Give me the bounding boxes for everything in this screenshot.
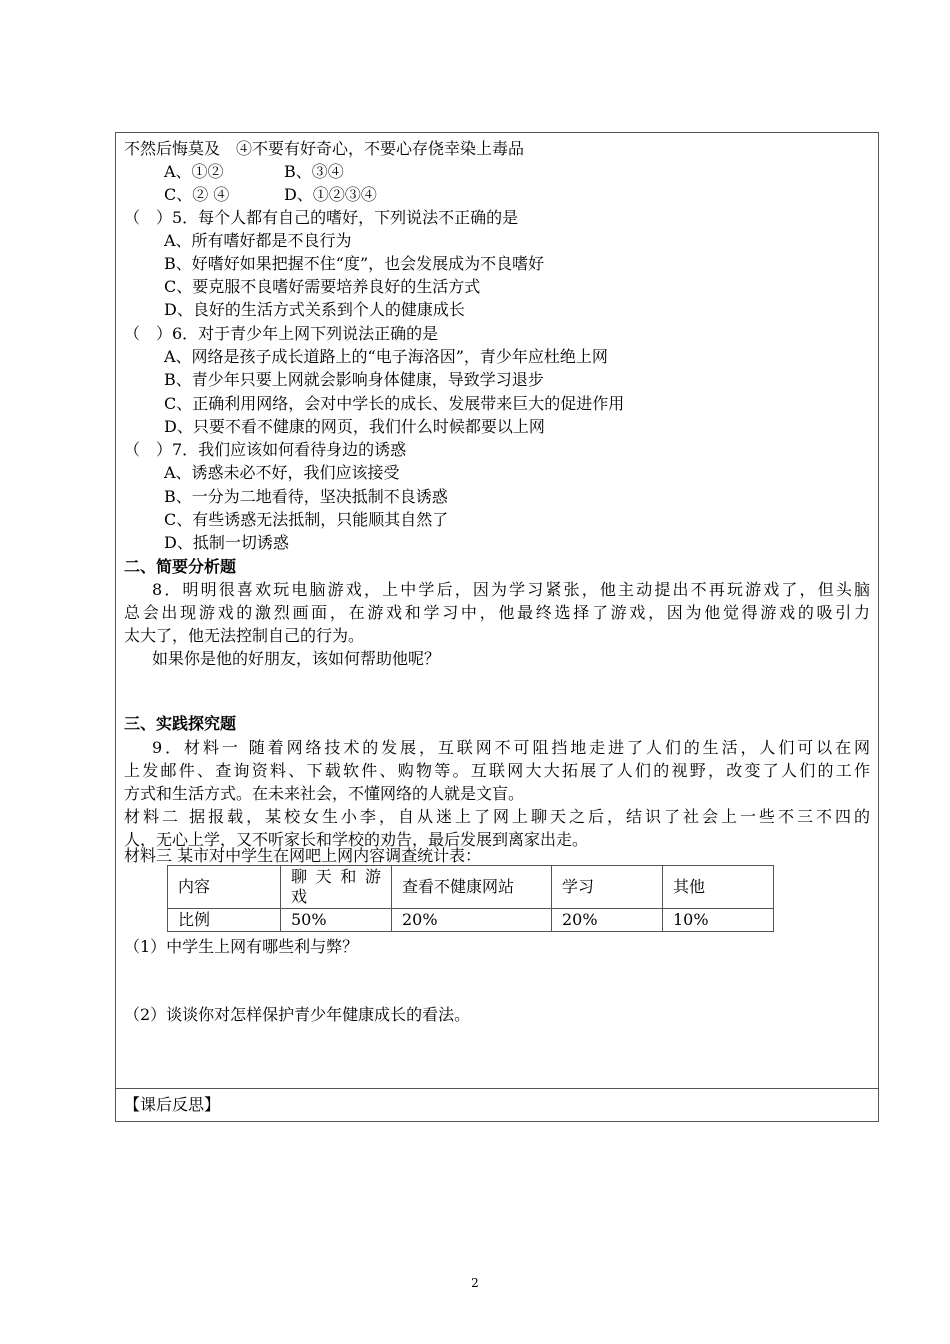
material3-title: 材料三 某市对中学生在网吧上网内容调查统计表： xyxy=(124,846,482,865)
table-header-cell: 学习 xyxy=(552,866,663,909)
material2-line: 材料二 据报载，某校女生小李，自从迷上了网上聊天之后，结识了社会上一些不三不四的 xyxy=(124,807,870,826)
material1-line: 9．材料一 随着网络技术的发展，互联网不可阻挡地走进了人们的生活，人们可以在网 xyxy=(152,738,870,757)
table-header-row xyxy=(168,866,774,909)
material1-line: 上发邮件、查询资料、下载软件、购物等。互联网大大拓展了人们的视野，改变了人们的工作 xyxy=(124,761,870,780)
q5-option: A、所有嗜好都是不良行为 xyxy=(164,231,352,250)
table-header-cell: 其他 xyxy=(663,866,774,909)
q7-option: B、一分为二地看待，坚决抵制不良诱惑 xyxy=(164,487,448,506)
sub-question-1: （1）中学生上网有哪些利与弊？ xyxy=(124,937,359,956)
survey-table xyxy=(167,865,774,932)
q6-option: D、只要不看不健康的网页，我们什么时候都要以上网 xyxy=(164,417,545,436)
reflection-divider xyxy=(115,1088,879,1089)
q8-line: 总会出现游戏的激烈画面，在游戏和学习中，他最终选择了游戏，因为他觉得游戏的吸引力 xyxy=(124,603,870,622)
reflection-label: 【课后反思】 xyxy=(124,1095,221,1114)
q7-option: D、抵制一切诱惑 xyxy=(164,533,289,552)
q4-tail: 不然后悔莫及 ④不要有好奇心，不要心存侥幸染上毒品 xyxy=(124,139,525,158)
q7-option: C、有些诱惑无法抵制，只能顺其自然了 xyxy=(164,510,449,529)
table-row xyxy=(168,909,774,932)
table-cell: 比例 xyxy=(168,909,281,932)
q4-option-d: D、①②③④ xyxy=(284,185,377,204)
q7-stem: （ ）7．我们应该如何看待身边的诱惑 xyxy=(124,440,407,459)
q7-option: A、诱惑未必不好，我们应该接受 xyxy=(164,463,400,482)
table-cell: 20% xyxy=(392,909,552,932)
q6-option: C、正确利用网络，会对中学长的成长、发展带来巨大的促进作用 xyxy=(164,394,625,413)
table-cell: 50% xyxy=(281,909,392,932)
material1-line: 方式和生活方式。在未来社会，不懂网络的人就是文盲。 xyxy=(124,784,525,803)
q6-option: A、网络是孩子成长道路上的“电子海洛因”，青少年应杜绝上网 xyxy=(164,347,608,366)
q8-line: 8．明明很喜欢玩电脑游戏，上中学后，因为学习紧张，他主动提出不再玩游戏了，但头脑 xyxy=(152,580,870,599)
q4-option-c: C、② ④ xyxy=(164,185,230,204)
q8-question: 如果你是他的好朋友，该如何帮助他呢？ xyxy=(152,649,441,668)
table-cell: 10% xyxy=(663,909,774,932)
table-header-cell: 查看不健康网站 xyxy=(392,866,552,909)
page-number: 2 xyxy=(471,1276,479,1290)
table-cell: 20% xyxy=(552,909,663,932)
q6-stem: （ ）6．对于青少年上网下列说法正确的是 xyxy=(124,324,439,343)
q8-line: 太大了，他无法控制自己的行为。 xyxy=(124,626,365,645)
table-header-cell: 内容 xyxy=(168,866,281,909)
q5-option: D、良好的生活方式关系到个人的健康成长 xyxy=(164,300,465,319)
q4-option-b: B、③④ xyxy=(284,162,344,181)
q5-option: C、要克服不良嗜好需要培养良好的生活方式 xyxy=(164,277,481,296)
sub-question-2: （2）谈谈你对怎样保护青少年健康成长的看法。 xyxy=(124,1005,471,1024)
q5-stem: （ ）5．每个人都有自己的嗜好，下列说法不正确的是 xyxy=(124,208,519,227)
section3-heading: 三、实践探究题 xyxy=(124,714,237,733)
q4-option-a: A、①② xyxy=(164,162,224,181)
material2-line: 人，无心上学，又不听家长和学校的劝告，最后发展到离家出走。 xyxy=(124,830,589,849)
q6-option: B、青少年只要上网就会影响身体健康，导致学习退步 xyxy=(164,370,544,389)
table-header-cell: 聊 天 和 游 戏 xyxy=(281,866,392,909)
section2-heading: 二、简要分析题 xyxy=(124,557,237,576)
q5-option: B、好嗜好如果把握不住“度”，也会发展成为不良嗜好 xyxy=(164,254,545,273)
